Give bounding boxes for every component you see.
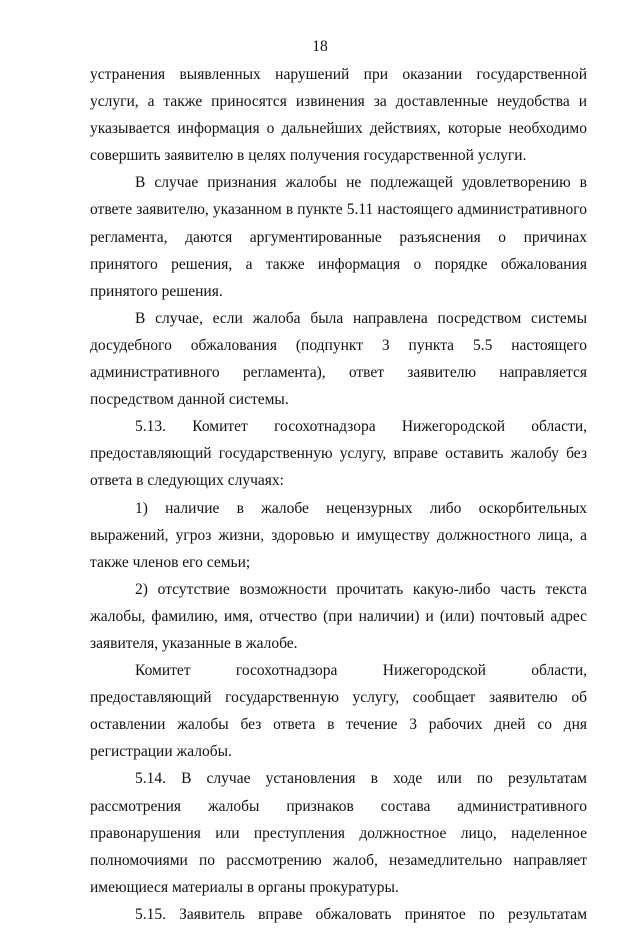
paragraph-rejection-response: В случае признания жалобы не подлежащей удовлетворению в ответе заявителю, указанном в пункте 5.11 настоящего административного регламента, даются аргументированные разъяснения о причинах принятого решения, а также информация о порядке обжалования принятого решения. [90,174,587,300]
document-body [90,61,587,928]
paragraph-5-15: 5.15. Заявитель вправе обжаловать принятое по результатам [135,905,587,923]
paragraph-5-13: 5.13. Комитет госохотнадзора Нижегородской области, предоставляющий государственную услугу, вправе оставить жалобу без ответа в следующих случаях: [90,418,587,490]
paragraph-case-2: 2) отсутствие возможности прочитать какую-либо часть текста жалобы, фамилию, имя, отчество (при наличии) и (или) почтовый адрес заявителя, указанные в жалобе. [90,580,587,652]
paragraph-pretrial-system: В случае, если жалоба была направлена посредством системы досудебного обжалования (подпункт 3 пункта 5.5 настоящего административного регламента), ответ заявителю направляется посредством данной системы. [90,309,587,409]
paragraph-notification: Комитет госохотнадзора Нижегородской области, предоставляющий государственную услугу, сообщает заявителю об оставлении жалобы без ответа в течение 3 рабочих дней со дня регистрации жалобы. [90,662,587,761]
paragraph-5-14: 5.14. В случае установления в ходе или по результатам рассмотрения жалобы признаков состава административного правонарушения или преступления должностное лицо, наделенное полномочиями по рассмотрению жалоб, незамедлительно направляет имеющиеся материалы в органы прокуратуры. [90,770,587,896]
paragraph-continuation: устранения выявленных нарушений при оказании государственной услуги, а также приносятся извинения за доставленные неудобства и указывается информация о дальнейших действиях, которые необходимо совершить заявителю в целях получения государственной услуги. [90,66,587,165]
page-number: 18 [312,38,328,55]
paragraph-case-1: 1) наличие в жалобе нецензурных либо оскорбительных выражений, угроз жизни, здоровью и имуществу должностного лица, а также членов его семьи; [90,499,587,571]
